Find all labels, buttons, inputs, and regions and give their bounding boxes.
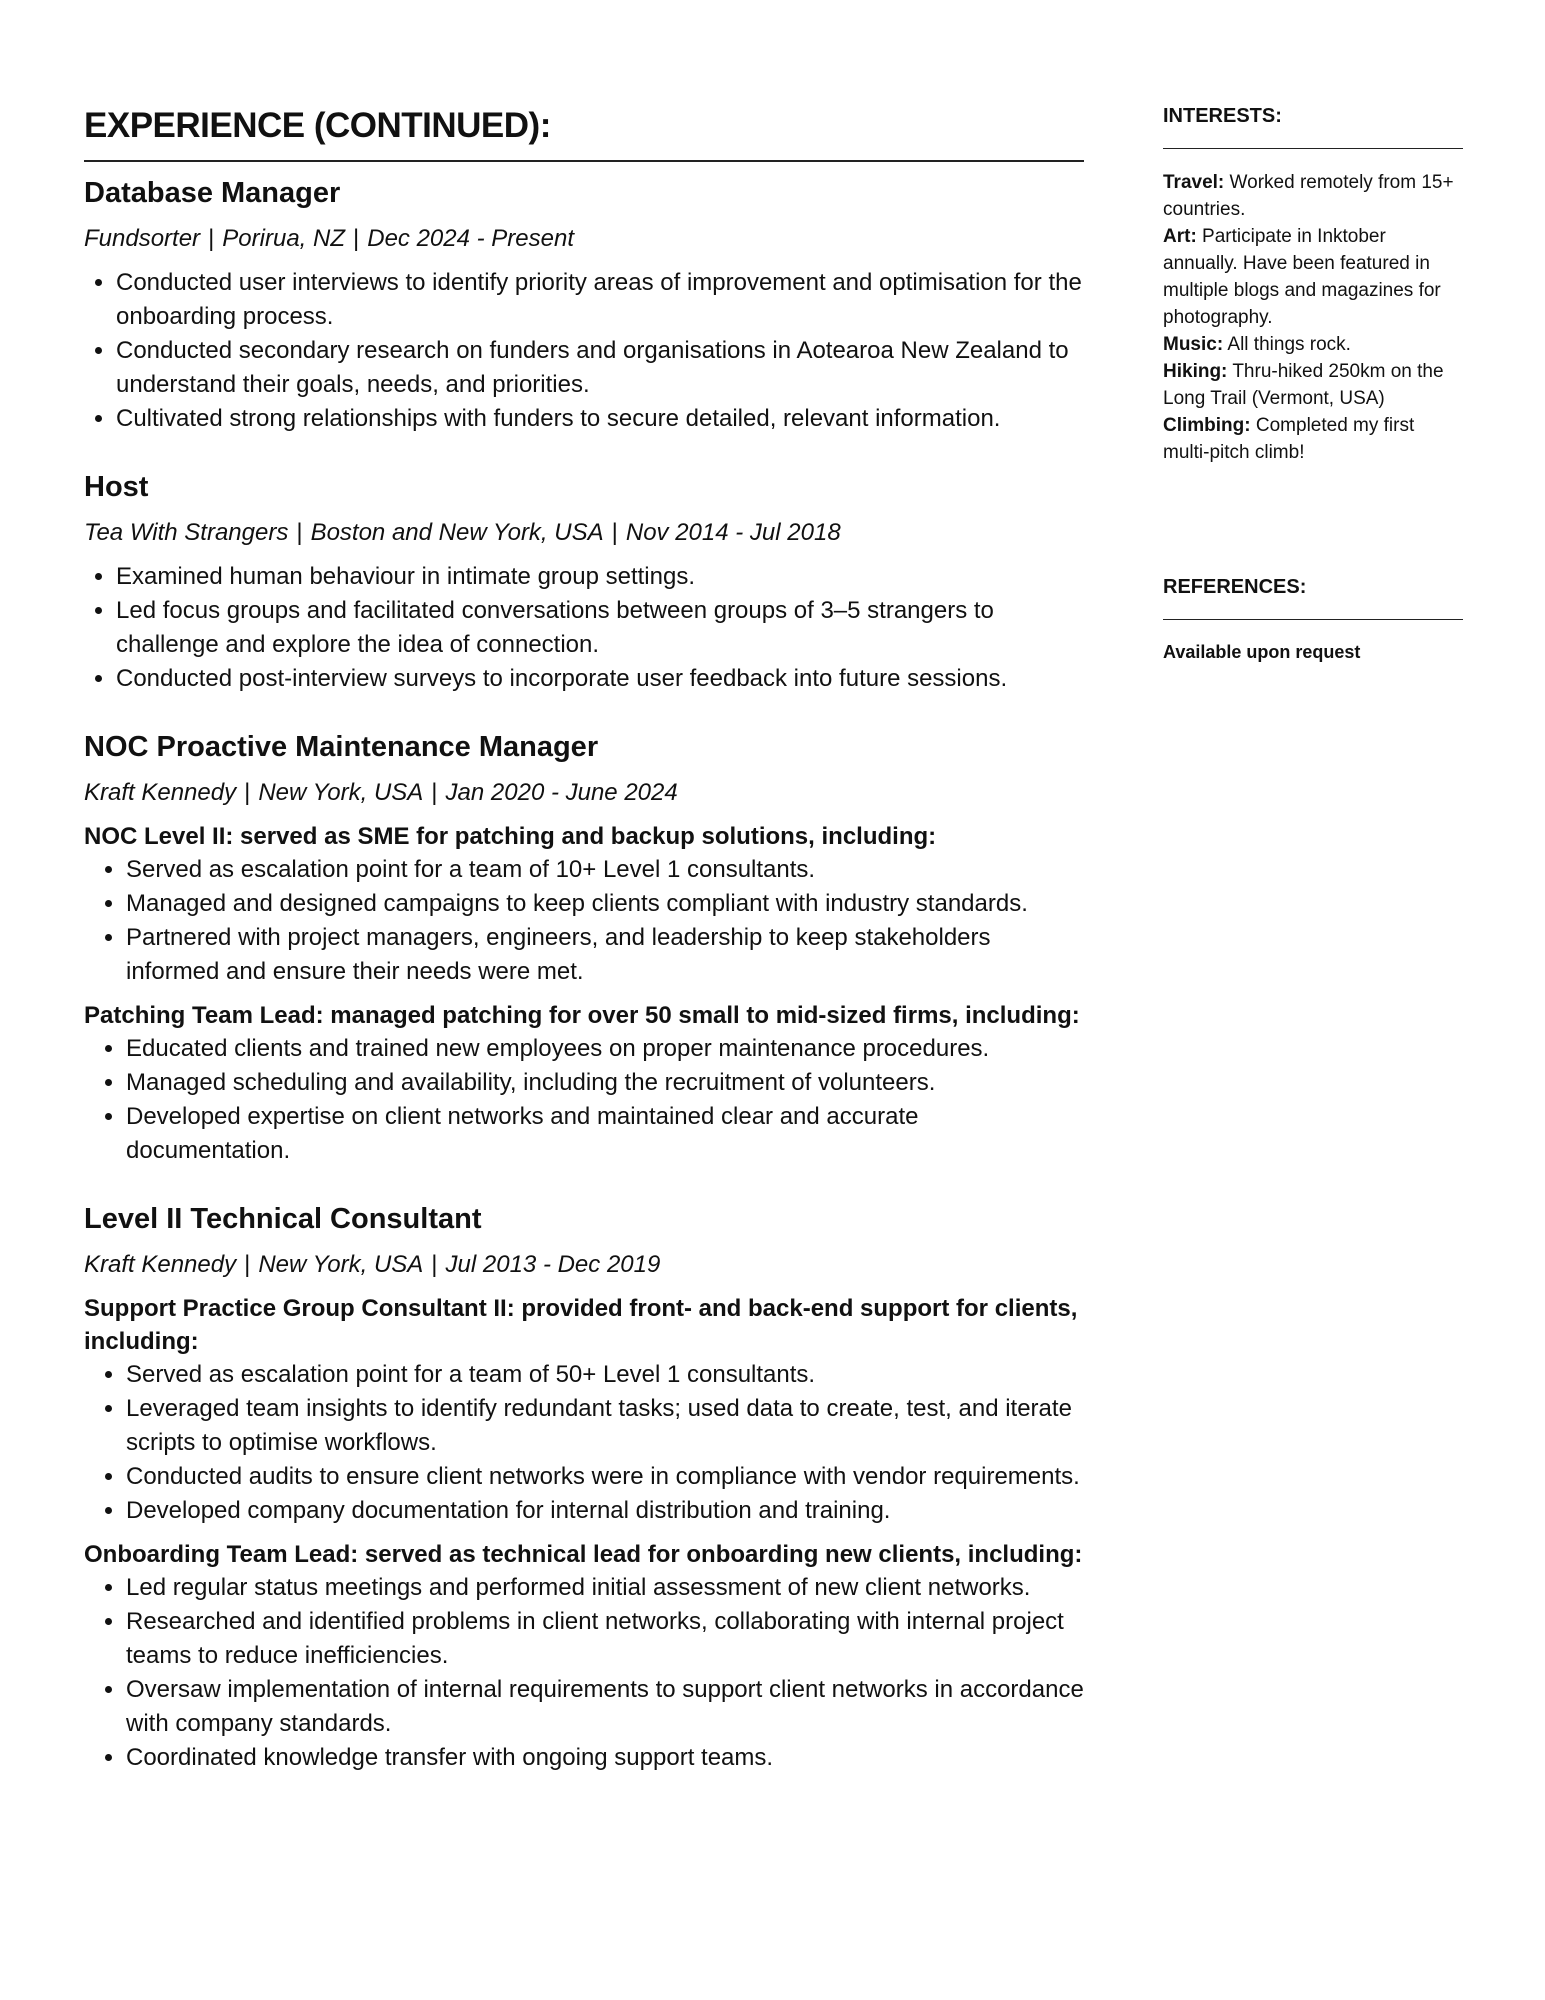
bullet-item: • Examined human behaviour in intimate group settings. xyxy=(116,560,1084,594)
job-company: Fundsorter xyxy=(84,224,201,252)
job-meta: Kraft Kennedy | New York, USA | Jul 2013 - Dec 2019 xyxy=(84,1250,661,1278)
job-dates: Nov 2014 - Jul 2018 xyxy=(625,518,841,546)
job-location: New York, USA xyxy=(258,1250,424,1278)
interest-label: Climbing: xyxy=(1163,415,1251,436)
bullet-item: • Managed and designed campaigns to keep clients compliant with industry standards. xyxy=(126,887,1084,921)
job-title: NOC Proactive Maintenance Manager xyxy=(84,730,599,763)
bullet-item: • Developed company documentation for internal distribution and training. xyxy=(126,1494,1084,1528)
bullet-item: • Managed scheduling and availability, including the recruitment of volunteers. xyxy=(126,1066,1084,1100)
bullet-item: • Served as escalation point for a team of 50+ Level 1 consultants. xyxy=(126,1358,1084,1392)
role-subheading: NOC Level II: served as SME for patching and backup solutions, including: xyxy=(84,822,937,850)
references-block xyxy=(1163,575,1463,664)
job-company: Tea With Strangers xyxy=(84,518,289,546)
job-bullets xyxy=(84,1571,1084,1775)
job-bullets xyxy=(84,266,1084,436)
bullet-item: • Leveraged team insights to identify redundant tasks; used data to create, test, and iterate scripts to optimise workflows. xyxy=(126,1392,1084,1460)
job-company: Kraft Kennedy xyxy=(84,778,237,806)
interest-text: Participate in Inktober annually. Have been featured in multiple blogs and magazines for photography. xyxy=(1163,226,1441,328)
job-dates: Jul 2013 - Dec 2019 xyxy=(445,1250,661,1278)
job-entry xyxy=(84,730,1084,1168)
interests-title: INTERESTS: xyxy=(1163,105,1282,127)
bullet-item: • Led focus groups and facilitated conversations between groups of 3–5 strangers to challenge and explore the idea of connection. xyxy=(116,594,1084,662)
interest-label: Art: xyxy=(1163,226,1197,247)
job-location: New York, USA xyxy=(258,778,424,806)
job-bullets xyxy=(84,1032,1084,1168)
interests-divider xyxy=(1163,148,1463,149)
interest-text: Worked remotely from 15+ countries. xyxy=(1163,172,1454,220)
interest-text: Completed my first multi-pitch climb! xyxy=(1163,415,1415,463)
interest-label: Hiking: xyxy=(1163,361,1228,382)
bullet-item: • Developed expertise on client networks and maintained clear and accurate documentation. xyxy=(126,1100,1084,1168)
interest-text: All things rock. xyxy=(1223,334,1351,355)
bullet-item: • Conducted post-interview surveys to incorporate user feedback into future sessions. xyxy=(116,662,1084,696)
interest-label: Travel: xyxy=(1163,172,1225,193)
experience-section-title: EXPERIENCE (CONTINUED): xyxy=(84,106,551,145)
interest-item xyxy=(1163,169,1463,223)
bullet-item: • Conducted secondary research on funders and organisations in Aotearoa New Zealand to understand their goals, needs, and priorities. xyxy=(116,334,1084,402)
bullet-item: • Partnered with project managers, engineers, and leadership to keep stakeholders informed and ensure their needs were met. xyxy=(126,921,1084,989)
job-entry xyxy=(84,176,1084,436)
job-meta: Tea With Strangers | Boston and New York, USA | Nov 2014 - Jul 2018 xyxy=(84,518,841,546)
bullet-item: • Conducted audits to ensure client networks were in compliance with vendor requirements. xyxy=(126,1460,1084,1494)
interest-item xyxy=(1163,412,1463,466)
sidebar-column xyxy=(1163,104,1463,664)
job-title: Database Manager xyxy=(84,176,341,209)
role-subheading: Patching Team Lead: managed patching for over 50 small to mid-sized firms, including: xyxy=(84,1001,1080,1029)
job-dates: Dec 2024 - Present xyxy=(367,224,575,252)
job-bullets xyxy=(84,1358,1084,1528)
bullet-item: • Cultivated strong relationships with funders to secure detailed, relevant information. xyxy=(116,402,1084,436)
job-company: Kraft Kennedy xyxy=(84,1250,237,1278)
bullet-item: • Educated clients and trained new employees on proper maintenance procedures. xyxy=(126,1032,1084,1066)
job-dates: Jan 2020 - June 2024 xyxy=(445,778,678,806)
job-title: Host xyxy=(84,470,149,503)
job-meta: Fundsorter | Porirua, NZ | Dec 2024 - Present xyxy=(84,224,575,252)
job-meta: Kraft Kennedy | New York, USA | Jan 2020 - June 2024 xyxy=(84,778,678,806)
job-bullets xyxy=(84,853,1084,989)
job-title: Level II Technical Consultant xyxy=(84,1202,482,1235)
section-divider xyxy=(84,160,1084,162)
bullet-item: • Oversaw implementation of internal requirements to support client networks in accordance with company standards. xyxy=(126,1673,1084,1741)
references-title: REFERENCES: xyxy=(1163,576,1307,598)
interest-item xyxy=(1163,358,1463,412)
references-text: Available upon request xyxy=(1163,642,1361,662)
interest-text: Thru-hiked 250km on the Long Trail (Vermont, USA) xyxy=(1163,361,1444,409)
job-location: Porirua, NZ xyxy=(222,224,345,252)
job-location: Boston and New York, USA xyxy=(310,518,604,546)
interest-item xyxy=(1163,223,1463,331)
job-entry xyxy=(84,470,1084,696)
bullet-item: • Served as escalation point for a team of 10+ Level 1 consultants. xyxy=(126,853,1084,887)
job-entry xyxy=(84,1202,1084,1775)
references-divider xyxy=(1163,619,1463,620)
role-subheading: Onboarding Team Lead: served as technical lead for onboarding new clients, including: xyxy=(84,1540,1083,1568)
main-column xyxy=(84,104,1084,1809)
bullet-item: • Conducted user interviews to identify priority areas of improvement and optimisation for the onboarding process. xyxy=(116,266,1084,334)
role-subheading: Support Practice Group Consultant II: provided front- and back-end support for clients, including: xyxy=(84,1294,1078,1355)
bullet-item: • Researched and identified problems in client networks, collaborating with internal project teams to reduce inefficiencies. xyxy=(126,1605,1084,1673)
interest-list xyxy=(1163,169,1463,466)
bullet-item: • Led regular status meetings and performed initial assessment of new client networks. xyxy=(126,1571,1084,1605)
interest-item xyxy=(1163,331,1463,358)
bullet-item: • Coordinated knowledge transfer with ongoing support teams. xyxy=(126,1741,1084,1775)
job-bullets xyxy=(84,560,1084,696)
interest-label: Music: xyxy=(1163,334,1224,355)
